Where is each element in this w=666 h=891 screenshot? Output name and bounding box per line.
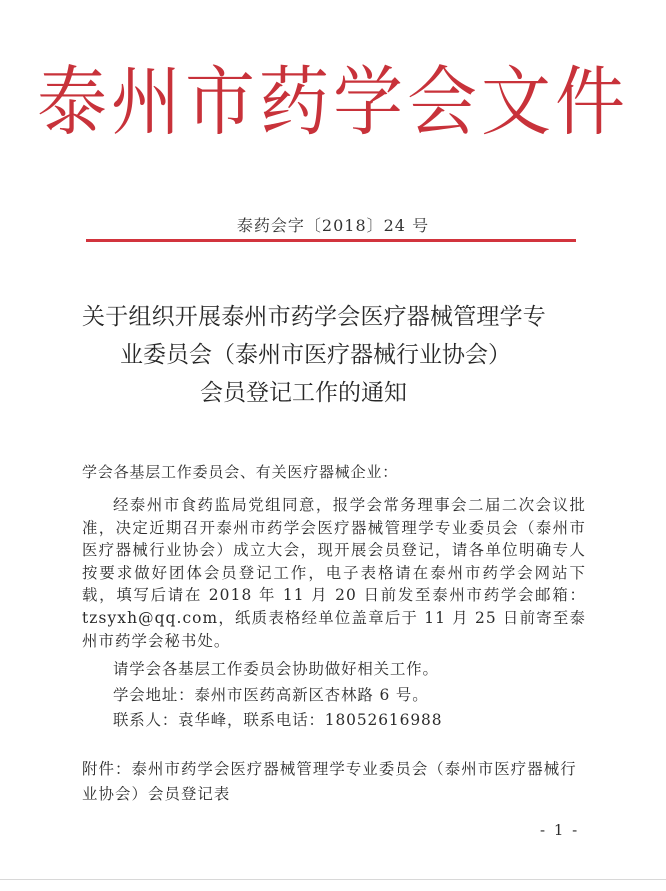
address-line: 学会地址：泰州市医药高新区杏林路 6 号。 [113,686,429,704]
notice-title-line: 关于组织开展泰州市药学会医疗器械管理学专 [82,304,546,330]
page-number: - 1 - [540,821,580,839]
document-number: 泰药会字〔2018〕24 号 [236,216,430,235]
salutation: 学会各基层工作委员会、有关医疗器械企业： [82,463,399,481]
masthead-title: 泰州市药学会文件 [37,57,629,147]
notice-title [82,298,592,412]
contact-line: 联系人：袁华峰，联系电话：18052616988 [113,711,443,729]
attachment-note: 附件：泰州市药学会医疗器械管理学专业委员会（泰州市医疗器械行业协会）会员登记表 [82,760,577,803]
scan-edge-line [0,879,666,880]
red-divider-line [86,239,576,242]
notice-title-line: 业委员会（泰州市医疗器械行业协会） [120,342,511,368]
body-paragraph: 经泰州市食药监局党组同意，报学会常务理事会二届二次会议批准，决定近期召开泰州市药学会医疗器械管理学专业委员会（泰州市医疗器械行业协会）成立大会，现开展会员登记，请各单位明确专人按要求做好团体会员登记工作，电子表格请在泰州市药学会网站下载，填写后请在 2018 年 11 月 20 日前发至泰州市药学会邮箱：tzsyxh@qq.com，纸质表格经单位盖章后于 11 月 25 日前寄至泰州市药学会秘书处。 [82,496,586,650]
request-line: 请学会各基层工作委员会协助做好相关工作。 [113,660,439,678]
notice-title-line: 会员登记工作的通知 [200,380,407,406]
